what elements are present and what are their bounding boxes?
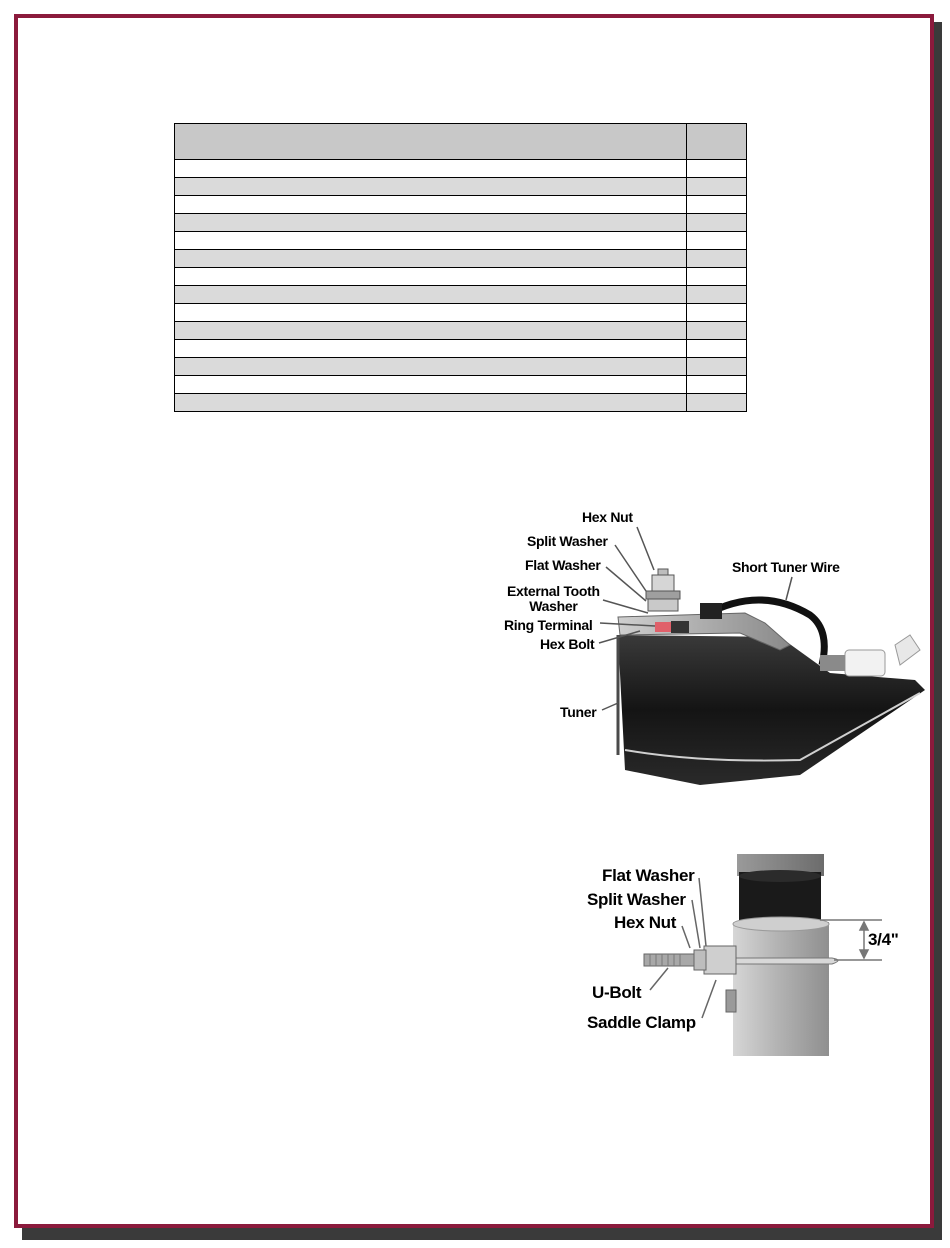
table-row [175,286,747,304]
saddle-clamp-figure [582,850,912,1060]
table-row [175,250,747,268]
table-row [175,376,747,394]
table-row [175,340,747,358]
flat-washer-label: Flat Washer [525,557,601,573]
hex-bolt-label: Hex Bolt [540,636,595,652]
tuner-hardware-figure [500,505,930,790]
saddle-clamp-label: Saddle Clamp [587,1013,696,1032]
description-header [175,124,687,160]
part-qty-cell [687,340,747,358]
part-qty-cell [687,358,747,376]
part-description-cell [175,160,687,178]
short-tuner-wire-label: Short Tuner Wire [732,559,840,575]
part-qty-cell [687,214,747,232]
part-description-cell [175,376,687,394]
table-row [175,160,747,178]
table-row [175,322,747,340]
part-qty-cell [687,160,747,178]
table-row [175,394,747,412]
dimension-label: 3/4" [868,930,899,949]
part-description-cell [175,358,687,376]
table-row [175,214,747,232]
parts-table [174,123,747,412]
part-description-cell [175,286,687,304]
hex-nut-label: Hex Nut [614,913,677,932]
part-description-cell [175,250,687,268]
table-row [175,304,747,322]
part-qty-cell [687,304,747,322]
part-qty-cell [687,376,747,394]
part-description-cell [175,214,687,232]
flat-washer-label: Flat Washer [602,866,695,885]
split-washer-label: Split Washer [587,890,686,909]
part-description-cell [175,268,687,286]
part-qty-cell [687,178,747,196]
qty-header [687,124,747,160]
part-description-cell [175,394,687,412]
split-washer-label: Split Washer [527,533,608,549]
table-header-row [175,124,747,160]
part-description-cell [175,340,687,358]
table-row [175,178,747,196]
table-row [175,196,747,214]
table-row [175,232,747,250]
part-qty-cell [687,250,747,268]
table-row [175,358,747,376]
tuner-label: Tuner [560,704,597,720]
part-qty-cell [687,268,747,286]
part-description-cell [175,304,687,322]
part-qty-cell [687,232,747,250]
table-row [175,268,747,286]
ring-terminal-label: Ring Terminal [504,617,593,633]
part-qty-cell [687,394,747,412]
u-bolt-label: U-Bolt [592,983,642,1002]
part-qty-cell [687,322,747,340]
part-qty-cell [687,196,747,214]
part-description-cell [175,178,687,196]
part-qty-cell [687,286,747,304]
hex-nut-label: Hex Nut [582,509,633,525]
part-description-cell [175,322,687,340]
part-description-cell [175,196,687,214]
external-tooth-washer-label: External Tooth Washer [507,583,600,614]
part-description-cell [175,232,687,250]
